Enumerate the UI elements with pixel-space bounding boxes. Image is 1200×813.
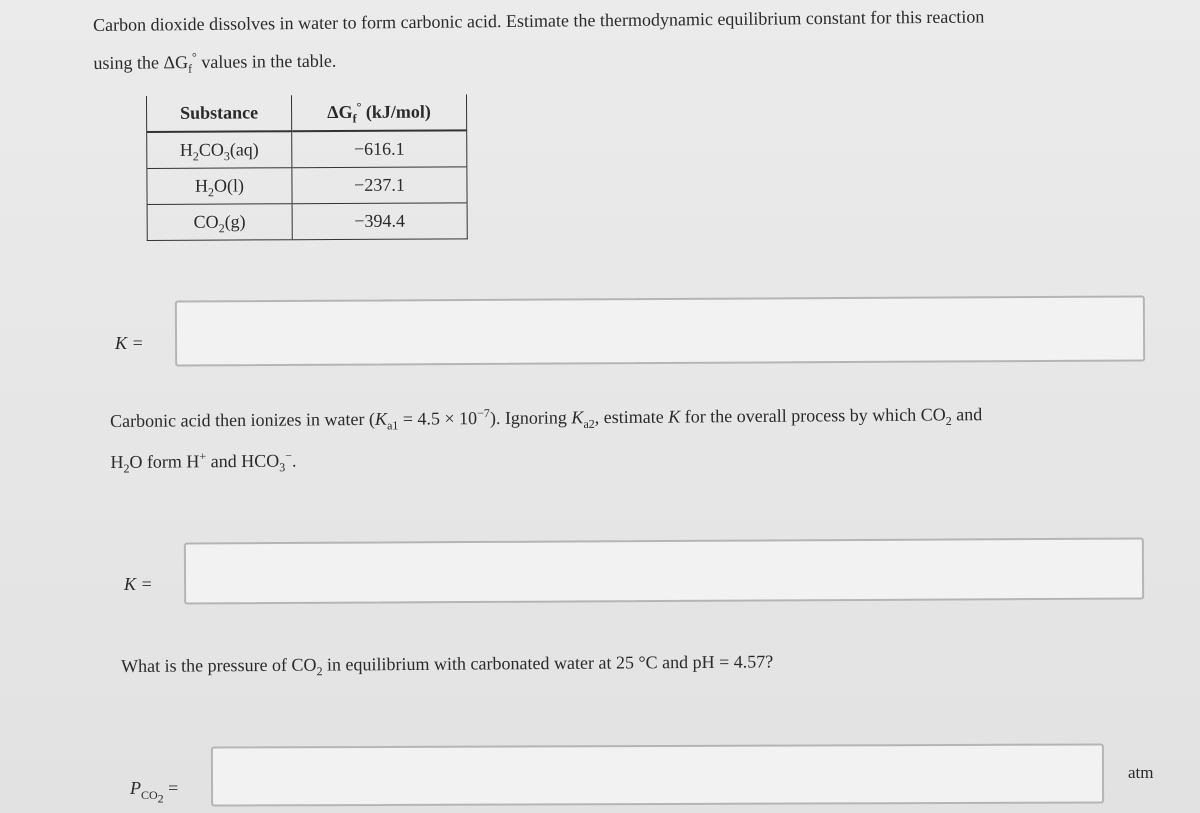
k-answer-input-1[interactable] bbox=[175, 295, 1145, 366]
unit-label: atm bbox=[1128, 763, 1154, 782]
header-substance: Substance bbox=[147, 95, 292, 132]
question-1-line-1: Carbon dioxide dissolves in water to form carbonic acid. Estimate the thermodynamic equilibrium constant for this reaction bbox=[92, 6, 985, 35]
header-delta-g: $\Delta G_f^\circ$ (kJ/mol) bbox=[291, 94, 466, 131]
pressure-label: $P_{CO_2}$ = bbox=[130, 778, 179, 805]
question-2-line-1: Carbonic acid then ionizes in water $(K_{a1} = 4.5 \times 10^{-7})$. Ignoring $K_{a2}$, estimate K for the overall process by which $CO_2$ and bbox=[109, 404, 983, 433]
value-cell: −394.4 bbox=[292, 203, 467, 240]
substance-cell: $CO_2(g)$ bbox=[147, 204, 292, 241]
pressure-answer-input[interactable] bbox=[211, 743, 1104, 806]
gibbs-energy-table bbox=[146, 94, 468, 241]
table-row bbox=[147, 203, 467, 241]
value-cell: −237.1 bbox=[292, 167, 467, 204]
k-label-2: K = bbox=[124, 574, 153, 594]
table-row bbox=[147, 130, 467, 168]
question-2-text bbox=[109, 404, 983, 476]
value-cell: −616.1 bbox=[353, 138, 405, 159]
substance-cell: $H_2O(l)$ bbox=[147, 168, 292, 205]
question-1-line-2: using the $\Delta G_f^\circ$ values in the table. bbox=[93, 50, 337, 76]
k-answer-input-2[interactable] bbox=[184, 537, 1144, 604]
question-3-text: What is the pressure of $CO_2$ in equilibrium with carbonated water at 25 °C and pH = 4.57? bbox=[120, 651, 774, 679]
question-1-text bbox=[92, 6, 985, 76]
question-2-line-2: $H_2O$ form H+ and $HCO_3^-$. bbox=[110, 448, 297, 476]
table-row bbox=[147, 167, 467, 205]
k-label-1: K = bbox=[115, 333, 144, 353]
table-header-row bbox=[147, 94, 467, 132]
substance-cell: $H_2CO_3(aq)$ bbox=[147, 131, 292, 168]
